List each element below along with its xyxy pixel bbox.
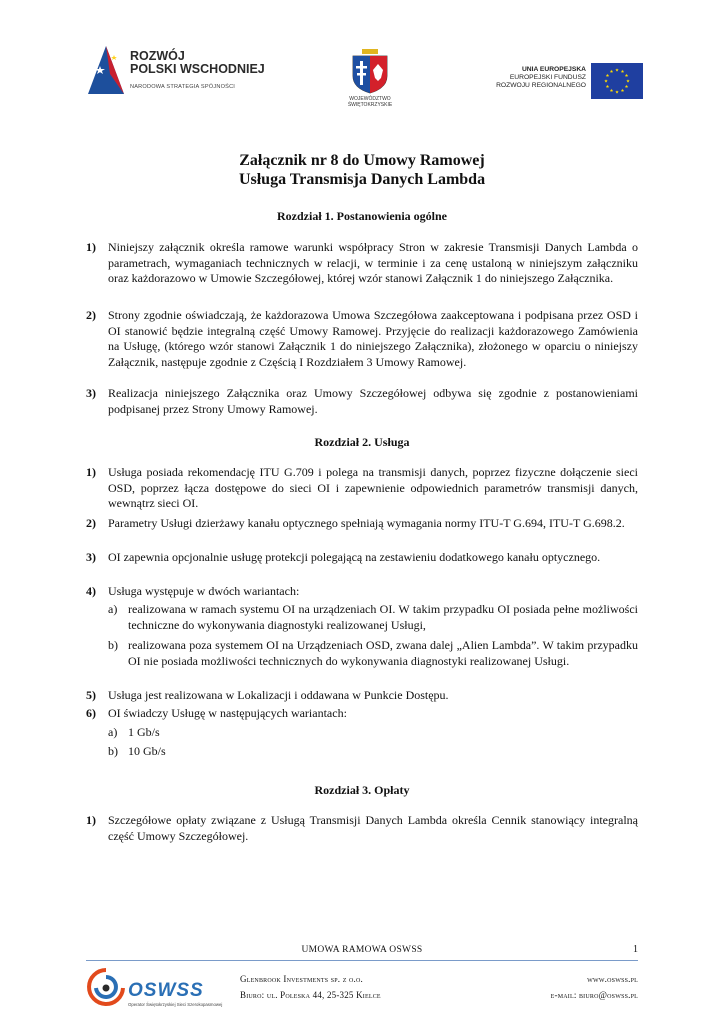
rpw-subtitle: NARODOWA STRATEGIA SPÓJNOŚCI (130, 84, 236, 90)
eu-fund-logo (484, 63, 649, 103)
footer-email[interactable]: e-mail: biuro@oswss.pl (550, 990, 638, 1000)
sub-list-item: b) realizowana poza systemem OI na Urządzeniach OSD, zwana dalej „Alien Lambda”. W takim przypadku OI nie posiada możliwości technicznych do wykonywania diagnostyki realizowanej Usługi. (108, 638, 638, 668)
section-heading-3: Rozdział 3. Opłaty (314, 783, 410, 797)
list-item: 6) OI świadczy Usługę w następujących wariantach: (86, 706, 347, 720)
oswss-logo (86, 966, 228, 1012)
page-number: 1 (633, 944, 638, 955)
eu-caption: UNIA EUROPEJSKA EUROPEJSKI FUNDUSZ ROZWOJU REGIONALNEGO (496, 66, 586, 89)
footer-address: Biuro: ul. Poleska 44, 25-325 Kielce (240, 990, 381, 1000)
sub-list-item: b) 10 Gb/s (108, 744, 166, 758)
section-heading-2: Rozdział 2. Usługa (314, 435, 410, 449)
list-item: 1) Niniejszy załącznik określa ramowe warunki współpracy Stron w zakresie Transmisji Danych Lambda o parametrach, wymaganiach technicznych w relacji, w terminie i za cenę ustaloną w niniejszym załączniku oraz każdorazowo w Umowie Szczegółowej, której wzór stanowi Załącznik 1 do niniejszego Załącznika. (86, 240, 638, 286)
rpw-emblem-icon (86, 44, 126, 96)
list-item: 3) OI zapewnia opcjonalnie usługę protekcji polegającą na zestawieniu dodatkowego kanału optycznego. (86, 550, 601, 564)
footer-divider (86, 960, 638, 961)
rozwoj-polski-wschodniej-logo (86, 44, 286, 104)
sub-list-item: a) realizowana w ramach systemu OI na urządzeniach OI. W takim przypadku OI posiada pełne możliwości techniczne do wykonywania diagnostyki realizowanej Usługi, (108, 602, 638, 632)
sub-list-item: a) 1 Gb/s (108, 725, 160, 739)
coat-of-arms-icon (345, 48, 395, 94)
title-line-1: Załącznik nr 8 do Umowy Ramowej (239, 152, 485, 169)
wojewodztwo-crest (345, 48, 395, 118)
crest-caption: WOJEWÓDZTWO ŚWIĘTOKRZYSKIE (347, 96, 393, 108)
title-line-2: Usługa Transmisja Danych Lambda (238, 171, 486, 188)
section-heading-1: Rozdział 1. Postanowienia ogólne (277, 209, 447, 223)
oswss-name: OSWSS (128, 980, 204, 1001)
list-item: 3) Realizacja niniejszego Załącznika oraz Umowy Szczegółowej odbywa się zgodnie z postanowieniami podpisanej przez Strony Umowy Ramowej. (86, 386, 638, 416)
document-title (0, 151, 724, 189)
oswss-tagline: Operator Świętokrzyskiej Sieci Szerokopasmowej (128, 1002, 223, 1007)
footer-company: Glenbrook Investments sp. z o.o. (240, 974, 363, 984)
list-item: 2) Strony zgodnie oświadczają, że każdorazowa Umowa Szczegółowa zaakceptowana i podpisana przez OSD i OI stanowić będzie integralną część Umowy Ramowej. Przyjęcie do realizacji każdorazowego Zamówienia na Usługę, (którego wzór stanowi Załącznik 1 do niniejszego Załącznika), złożonego w oparciu o niniejszy Załącznik, następuje zgodnie z Częścią I Rozdziałem 3 Umowy Ramowej. (86, 308, 638, 369)
list-item: 4) Usługa występuje w dwóch wariantach: (86, 584, 300, 598)
oswss-swirl-icon (86, 966, 126, 1010)
rpw-title: ROZWÓJ POLSKI WSCHODNIEJ (130, 49, 265, 76)
footer-title: UMOWA RAMOWA OSWSS (301, 945, 423, 955)
list-item: 5) Usługa jest realizowana w Lokalizacji i oddawana w Punkcie Dostępu. (86, 688, 449, 702)
list-item: 2) Parametry Usługi dzierżawy kanału optycznego spełniają wymagania normy ITU-T G.694, ITU-T G.698.2. (86, 516, 625, 530)
footer-website[interactable]: www.oswss.pl (587, 974, 638, 984)
list-item: 1) Usługa posiada rekomendację ITU G.709 i polega na transmisji danych, poprzez fizyczne dołączenie sieci OSD, poprzez łącza dostępowe do sieci OI i zapewnienie odpowiednich parametrów transmisji danych, wewnątrz sieci OI. (86, 465, 638, 511)
eu-flag-icon (591, 63, 643, 99)
list-item: 1) Szczegółowe opłaty związane z Usługą Transmisji Danych Lambda określa Cennik stanowiący integralną część Umowy Szczegółowej. (86, 813, 638, 843)
